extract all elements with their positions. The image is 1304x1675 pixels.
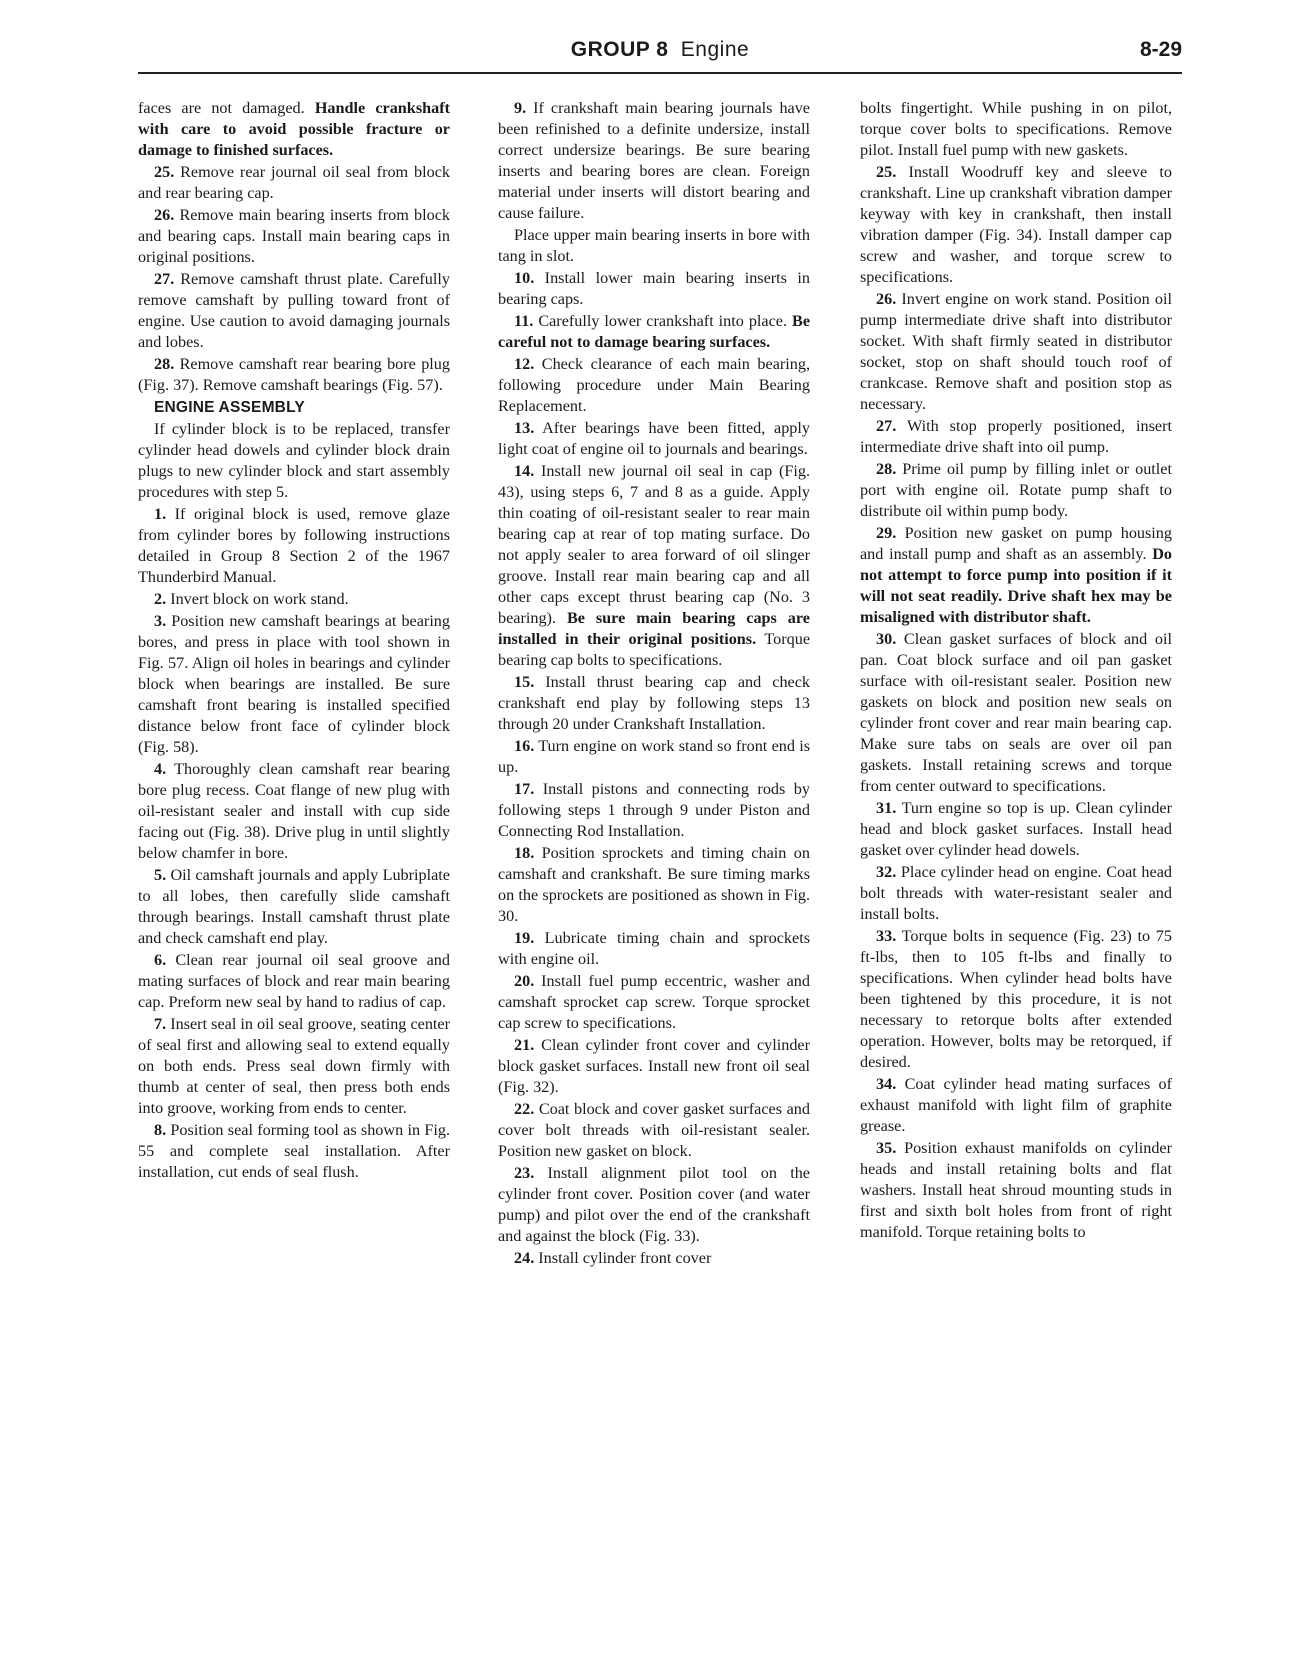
step-text: Clean rear journal oil seal groove and mating surfaces of block and rear main bearing cap. Preform new seal by hand to radius of cap. bbox=[138, 951, 450, 1011]
step-number: 34. bbox=[876, 1075, 897, 1093]
page-header bbox=[138, 36, 1182, 72]
step-text: Position new gasket on pump housing and install pump and shaft as an assembly. bbox=[860, 524, 1172, 563]
assembly-step-13 bbox=[498, 418, 810, 460]
step-27 bbox=[138, 269, 450, 353]
step-text: Clean gasket surfaces of block and oil pan. Coat block surface and oil pan gasket surface with oil-resistant sealer. Position new gaskets on block and position new seals on cylinder front cover and rear main bearing cap. Make sure tabs on seals are over oil pan gaskets. Install retaining screws and torque from center outward to specifications. bbox=[860, 630, 1172, 795]
step-text: Insert seal in oil seal groove, seating center of seal first and allowing seal to extend equally on both ends. Press seal down firmly with thumb at center of seal, then press both ends into groove, working from ends to center. bbox=[138, 1015, 450, 1117]
step-number: 25. bbox=[876, 163, 897, 181]
step-number: 28. bbox=[876, 460, 897, 478]
assembly-step-9-note: Place upper main bearing inserts in bore with tang in slot. bbox=[498, 226, 810, 265]
assembly-step-7 bbox=[138, 1014, 450, 1119]
assembly-intro: If cylinder block is to be replaced, transfer cylinder head dowels and cylinder block drain plugs to new cylinder block and start assembly procedures with step 5. bbox=[138, 420, 450, 501]
assembly-step-25 bbox=[860, 162, 1172, 288]
paragraph bbox=[138, 98, 450, 161]
assembly-step-5 bbox=[138, 865, 450, 949]
step-number: 18. bbox=[514, 844, 535, 862]
text-column-1 bbox=[138, 98, 450, 1184]
assembly-step-16 bbox=[498, 736, 810, 778]
step-text: Remove camshaft rear bearing bore plug (Fig. 37). Remove camshaft bearings (Fig. 57). bbox=[138, 355, 450, 394]
step-number: 14. bbox=[514, 462, 535, 480]
step-number: 16. bbox=[514, 737, 535, 755]
step-text: Install pistons and connecting rods by following steps 1 through 9 under Piston and Connecting Rod Installation. bbox=[498, 780, 810, 840]
step-text: Remove main bearing inserts from block and bearing caps. Install main bearing caps in original positions. bbox=[138, 206, 450, 266]
step-number: 26. bbox=[876, 290, 897, 308]
step-28 bbox=[138, 354, 450, 396]
step-text: Install thrust bearing cap and check crankshaft end play by following steps 13 through 20 under Crankshaft Installation. bbox=[498, 673, 810, 733]
assembly-step-28 bbox=[860, 459, 1172, 522]
step-number: 28. bbox=[154, 355, 175, 373]
step-text: If crankshaft main bearing journals have been refinished to a definite undersize, install correct undersize bearings. Be sure bearing inserts and bearing bores are clean. Foreign material under inserts will distort bearing and cause failure. bbox=[498, 99, 810, 222]
step-text: Prime oil pump by filling inlet or outlet port with engine oil. Rotate pump shaft to distribute oil within pump body. bbox=[860, 460, 1172, 520]
assembly-step-18 bbox=[498, 843, 810, 927]
assembly-step-6 bbox=[138, 950, 450, 1013]
assembly-step-23 bbox=[498, 1163, 810, 1247]
header-rule bbox=[138, 72, 1182, 74]
step-number: 23. bbox=[514, 1164, 535, 1182]
step-text: Lubricate timing chain and sprockets with engine oil. bbox=[498, 929, 810, 968]
assembly-step-1 bbox=[138, 504, 450, 588]
page-number: 8-29 bbox=[1139, 38, 1182, 61]
step-text: Torque bolts in sequence (Fig. 23) to 75 ft-lbs, then to 105 ft-lbs and finally to specifications. When cylinder head bolts have been tightened by this procedure, it is not necessary to retorque bolts after extended operation. However, bolts may be retorqued, if desired. bbox=[860, 927, 1172, 1071]
step-text: Coat block and cover gasket surfaces and cover bolt threads with oil-resistant sealer. Position new gasket on block. bbox=[498, 1100, 810, 1160]
step-number: 27. bbox=[154, 270, 175, 288]
step-number: 31. bbox=[876, 799, 897, 817]
step-number: 13. bbox=[514, 419, 535, 437]
assembly-step-24-continued: bolts fingertight. While pushing in on pilot, torque cover bolts to specifications. Remove pilot. Install fuel pump with new gaskets. bbox=[860, 99, 1172, 159]
step-number: 12. bbox=[514, 355, 535, 373]
assembly-step-8 bbox=[138, 1120, 450, 1183]
step-text: Turn engine so top is up. Clean cylinder head and block gasket surfaces. Install head gasket over cylinder head dowels. bbox=[860, 799, 1172, 859]
step-number: 29. bbox=[876, 524, 897, 542]
step-text: Remove rear journal oil seal from block and rear bearing cap. bbox=[138, 163, 450, 202]
section-heading: ENGINE ASSEMBLY bbox=[154, 399, 305, 416]
step-text: Clean cylinder front cover and cylinder block gasket surfaces. Install new front oil seal (Fig. 32). bbox=[498, 1036, 810, 1096]
step-number: 17. bbox=[514, 780, 535, 798]
step-number: 7. bbox=[154, 1015, 167, 1033]
step-number: 21. bbox=[514, 1036, 535, 1054]
assembly-step-17 bbox=[498, 779, 810, 842]
assembly-step-2 bbox=[138, 589, 450, 610]
step-number: 32. bbox=[876, 863, 897, 881]
step-text: Install fuel pump eccentric, washer and camshaft sprocket cap screw. Torque sprocket cap screw to specifications. bbox=[498, 972, 810, 1032]
step-number: 22. bbox=[514, 1100, 535, 1118]
step-text: Install cylinder front cover bbox=[534, 1249, 712, 1267]
assembly-step-26 bbox=[860, 289, 1172, 415]
assembly-step-32 bbox=[860, 862, 1172, 925]
step-number: 10. bbox=[514, 269, 535, 287]
step-text: Torque bearing cap bolts to specifications. bbox=[498, 630, 811, 669]
step-number: 2. bbox=[154, 590, 167, 608]
step-text: Invert engine on work stand. Position oil pump intermediate drive shaft into distributor socket. With shaft firmly seated in distributor socket, stop on shaft should touch roof of crankcase. Remove shaft and position stop as necessary. bbox=[860, 290, 1172, 413]
step-26 bbox=[138, 205, 450, 268]
step-text: Turn engine on work stand so front end is up. bbox=[498, 737, 810, 776]
step-number: 24. bbox=[514, 1249, 535, 1267]
assembly-step-22 bbox=[498, 1099, 810, 1162]
bold-text: Do not attempt to force pump into position if it will not seat readily. Drive shaft hex may be misaligned with distributor shaft. bbox=[860, 545, 1172, 626]
step-number: 15. bbox=[514, 673, 535, 691]
assembly-step-21 bbox=[498, 1035, 810, 1098]
step-text: Install alignment pilot tool on the cylinder front cover. Position cover (and water pump) and pilot over the end of the crankshaft and against the block (Fig. 33). bbox=[498, 1164, 810, 1245]
step-number: 25. bbox=[154, 163, 175, 181]
step-number: 33. bbox=[876, 927, 897, 945]
step-text: Thoroughly clean camshaft rear bearing bore plug recess. Coat flange of new plug with oil-resistant sealer and install with cup side facing out (Fig. 38). Drive plug in until slightly below chamfer in bore. bbox=[138, 760, 450, 862]
step-number: 26. bbox=[154, 206, 175, 224]
assembly-step-20 bbox=[498, 971, 810, 1034]
assembly-step-31 bbox=[860, 798, 1172, 861]
body-text: faces are not damaged. bbox=[138, 99, 315, 117]
step-number: 8. bbox=[154, 1121, 167, 1139]
assembly-step-12 bbox=[498, 354, 810, 417]
header-group: GROUP 8 bbox=[570, 38, 669, 61]
step-text: Install Woodruff key and sleeve to crankshaft. Line up crankshaft vibration damper keyway with key in crankshaft, then install vibration damper (Fig. 34). Install damper cap screw and washer, and torque screw to specifications. bbox=[860, 163, 1172, 286]
step-text: Invert block on work stand. bbox=[166, 590, 349, 608]
step-text: Position sprockets and timing chain on camshaft and crankshaft. Be sure timing marks on the sprockets are positioned as shown in Fig. 30. bbox=[498, 844, 810, 925]
assembly-step-4 bbox=[138, 759, 450, 864]
step-text: Position new camshaft bearings at bearing bores, and press in place with tool shown in Fig. 57. Align oil holes in bearings and cylinder block when bearings are installed. Be sure camshaft front bearing is installed specified distance below front face of cylinder block (Fig. 58). bbox=[138, 612, 450, 756]
step-number: 11. bbox=[514, 312, 534, 330]
step-number: 6. bbox=[154, 951, 167, 969]
assembly-step-3 bbox=[138, 611, 450, 758]
step-text: Carefully lower crankshaft into place. bbox=[533, 312, 793, 330]
bold-text: Handle crankshaft with care to avoid possible fracture or damage to finished surfaces. bbox=[138, 99, 450, 159]
step-text: Install lower main bearing inserts in bearing caps. bbox=[498, 269, 810, 308]
step-number: 30. bbox=[876, 630, 897, 648]
step-25 bbox=[138, 162, 450, 204]
step-number: 20. bbox=[514, 972, 535, 990]
step-text: Position seal forming tool as shown in Fig. 55 and complete seal installation. After installation, cut ends of seal flush. bbox=[138, 1121, 450, 1181]
text-column-2 bbox=[498, 98, 810, 1270]
assembly-step-34 bbox=[860, 1074, 1172, 1137]
step-number: 9. bbox=[514, 99, 527, 117]
assembly-step-10 bbox=[498, 268, 810, 310]
step-text: Position exhaust manifolds on cylinder heads and install retaining bolts and flat washers. Install heat shroud mounting studs in first and sixth bolt holes from front of right manifold. Torque retaining bolts to bbox=[860, 1139, 1172, 1241]
step-text: Oil camshaft journals and apply Lubriplate to all lobes, then carefully slide camshaft through bearings. Install camshaft thrust plate and check camshaft end play. bbox=[138, 866, 450, 947]
step-number: 19. bbox=[514, 929, 535, 947]
step-number: 4. bbox=[154, 760, 167, 778]
bold-text: Be careful not to damage bearing surfaces. bbox=[498, 312, 810, 351]
step-text: After bearings have been fitted, apply light coat of engine oil to journals and bearings. bbox=[498, 419, 810, 458]
assembly-step-30 bbox=[860, 629, 1172, 797]
header-section-title: Engine bbox=[680, 38, 750, 61]
step-number: 5. bbox=[154, 866, 167, 884]
step-text: Check clearance of each main bearing, following procedure under Main Bearing Replacement. bbox=[498, 355, 810, 415]
assembly-step-14 bbox=[498, 461, 810, 671]
text-column-3 bbox=[860, 98, 1172, 1244]
assembly-step-15 bbox=[498, 672, 810, 735]
assembly-step-29 bbox=[860, 523, 1172, 628]
step-number: 35. bbox=[876, 1139, 897, 1157]
bold-text: Be sure main bearing caps are installed in their original positions. bbox=[498, 609, 810, 648]
step-text: If original block is used, remove glaze from cylinder bores by following instructions detailed in Group 8 Section 2 of the 1967 Thunderbird Manual. bbox=[138, 505, 450, 586]
step-text: Place cylinder head on engine. Coat head bolt threads with water-resistant sealer and install bolts. bbox=[860, 863, 1172, 923]
assembly-step-9 bbox=[498, 98, 810, 224]
step-number: 3. bbox=[154, 612, 167, 630]
step-text: With stop properly positioned, insert intermediate drive shaft into oil pump. bbox=[860, 417, 1172, 456]
step-text: Coat cylinder head mating surfaces of exhaust manifold with light film of graphite grease. bbox=[860, 1075, 1172, 1135]
assembly-step-24 bbox=[498, 1248, 810, 1269]
header-title bbox=[138, 38, 1182, 62]
step-text: Remove camshaft thrust plate. Carefully remove camshaft by pulling toward front of engine. Use caution to avoid damaging journals and lobes. bbox=[138, 270, 450, 351]
assembly-step-35 bbox=[860, 1138, 1172, 1243]
step-number: 27. bbox=[876, 417, 897, 435]
step-number: 1. bbox=[154, 505, 167, 523]
assembly-step-33 bbox=[860, 926, 1172, 1073]
assembly-step-19 bbox=[498, 928, 810, 970]
assembly-step-11 bbox=[498, 311, 810, 353]
step-text: Install new journal oil seal in cap (Fig. 43), using steps 6, 7 and 8 as a guide. Apply thin coating of oil-resistant sealer to rear main bearing cap at rear of top mating surface. Do not apply sealer to area forward of oil slinger groove. Install rear main bearing cap and all other caps except thrust bearing cap (No. 3 bearing). bbox=[498, 462, 810, 627]
assembly-step-27 bbox=[860, 416, 1172, 458]
